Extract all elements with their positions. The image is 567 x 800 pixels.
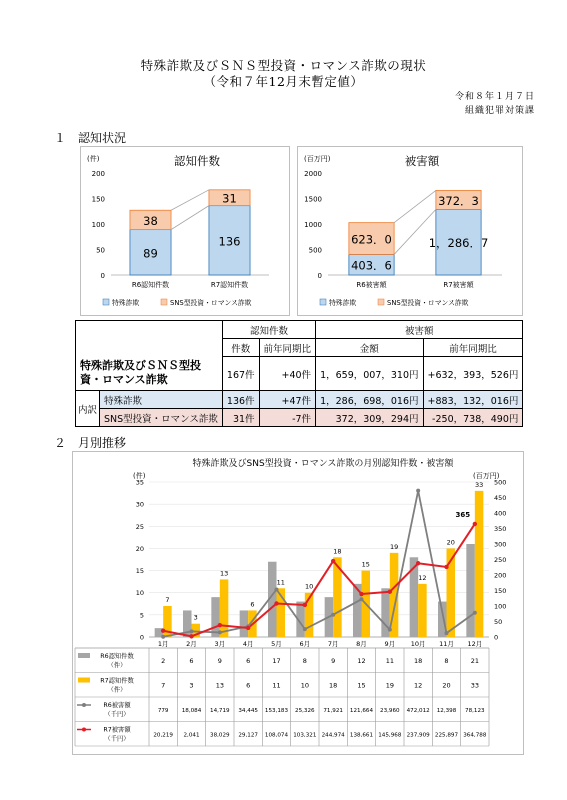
table-row-label: R6被害額: [103, 702, 131, 709]
damage-bar-label: 1，286．7: [428, 236, 489, 251]
monthly-point-r7: [161, 629, 165, 633]
damage-ytick: 1000: [304, 221, 322, 229]
monthly-xtick: 9月: [384, 640, 396, 648]
table-cell: 8: [302, 657, 307, 665]
table-cell: 18: [329, 681, 338, 690]
damage-ytick: 1500: [304, 195, 322, 204]
table-cell: 11: [385, 657, 394, 665]
count-legend-tokushu: 特殊詐欺: [112, 299, 140, 307]
count-chart: [81, 147, 289, 315]
table-cell: 20: [442, 681, 451, 690]
table-cell: 145,968: [378, 732, 402, 739]
damage-ytick: 500: [308, 246, 322, 255]
monthly-y1-tick: 35: [135, 478, 144, 487]
row2-amount-yoy: -250，738，490円: [423, 409, 523, 427]
monthly-chart-panel: [72, 451, 524, 755]
monthly-point-r7: [246, 626, 250, 630]
count-connector-mid: [171, 206, 209, 230]
damage-legend-swatch-tokushu: [320, 299, 326, 305]
table-cell: 779: [157, 708, 169, 714]
monthly-bar-label: 12: [418, 573, 427, 582]
monthly-bar-r6: [466, 544, 475, 637]
table-row-label: R7被害額: [103, 726, 131, 734]
monthly-y1-label: (件): [133, 472, 146, 480]
row1-cases: 136件: [222, 391, 259, 409]
table-cell: 237,909: [406, 732, 430, 739]
table-key-1: [78, 678, 90, 683]
monthly-y2-tick: 400: [494, 509, 507, 518]
monthly-point-r6: [416, 489, 420, 493]
count-chart-panel: [80, 146, 290, 316]
count-legend-swatch-tokushu: [103, 299, 109, 305]
monthly-y2-tick: 350: [494, 525, 507, 533]
issue-date: 令和８年１月７日: [454, 92, 535, 102]
monthly-point-r6: [473, 611, 477, 615]
monthly-y2-label: (百万円): [473, 472, 500, 480]
count-bar-label: 31: [222, 191, 237, 206]
table-cell: 25,326: [295, 708, 315, 714]
count-xtick: R7認知件数: [210, 281, 249, 289]
table-cell: 2: [161, 657, 166, 665]
monthly-chart: [73, 452, 523, 754]
table-cell: 71,921: [323, 708, 343, 714]
monthly-bar-label: 11: [276, 578, 285, 587]
table-cell: 33: [470, 681, 479, 690]
table-cell: 9: [331, 657, 336, 665]
table-row-unit: （件）: [107, 662, 127, 669]
count-ytick: 50: [96, 246, 105, 255]
total-cases: 167件: [222, 357, 259, 391]
table-cell: 20,219: [153, 732, 173, 739]
monthly-point-r7: [331, 559, 335, 563]
count-ytick: 100: [91, 221, 105, 229]
table-cell: 11: [272, 681, 281, 690]
monthly-y1-tick: 20: [135, 544, 144, 553]
row1-yoy: +47件: [259, 391, 316, 409]
table-cell: 364,788: [463, 732, 487, 739]
monthly-point-r7: [218, 623, 222, 627]
monthly-point-r7: [444, 565, 448, 569]
monthly-y2-tick: 500: [494, 478, 507, 487]
monthly-bar-label: 7: [165, 596, 170, 604]
table-cell: 14,719: [210, 708, 230, 714]
monthly-bar-label: 6: [250, 600, 255, 609]
monthly-y1-tick: 5: [139, 611, 144, 620]
count-ytick: 0: [100, 272, 105, 280]
page-title: 特殊詐欺及びＳＮＳ型投資・ロマンス詐欺の現状: [140, 58, 427, 73]
table-cell: 103,321: [293, 732, 317, 739]
monthly-y1-tick: 0: [139, 633, 144, 642]
monthly-point-r6: [275, 588, 279, 592]
row2-yoy: -7件: [259, 409, 316, 427]
summary-table: [75, 320, 523, 427]
table-cell: 108,074: [264, 732, 289, 739]
damage-xtick: R7被害額: [443, 281, 474, 289]
monthly-y1-tick: 25: [135, 522, 144, 531]
monthly-point-r6: [388, 628, 392, 632]
table-cell: 12: [357, 657, 366, 665]
monthly-point-r6: [360, 597, 364, 601]
monthly-bar-r7: [475, 491, 484, 637]
table-cell: 18: [414, 657, 423, 665]
total-yoy: +40件: [259, 357, 316, 391]
section-1-heading: １ 認知状況: [54, 131, 127, 145]
monthly-y2-tick: 200: [494, 571, 507, 580]
table-row-unit: （件）: [107, 686, 127, 694]
table-cell: 6: [246, 657, 251, 665]
monthly-xtick: 3月: [214, 640, 226, 648]
table-key-0: [78, 653, 90, 658]
monthly-bar-label: 33: [474, 480, 484, 489]
table-key-dot-2: [82, 703, 86, 707]
table-row-label: R6認知件数: [100, 653, 134, 660]
monthly-y2-tick: 50: [494, 618, 503, 626]
monthly-point-r6: [218, 630, 222, 634]
monthly-y1-tick: 30: [135, 500, 144, 509]
monthly-xtick: 7月: [327, 640, 339, 648]
table-cell: 21: [470, 657, 479, 665]
table-cell: 2,041: [183, 732, 200, 739]
monthly-y2-tick: 150: [494, 587, 507, 595]
monthly-point-r7: [189, 634, 193, 638]
damage-legend-tokushu: 特殊詐欺: [329, 299, 357, 307]
monthly-point-r7: [416, 561, 420, 565]
monthly-point-r7: [359, 592, 363, 596]
monthly-point-r7: [274, 601, 278, 605]
monthly-bar-r7: [220, 579, 229, 637]
damage-xtick: R6被害額: [356, 281, 387, 289]
monthly-xtick: 12月: [467, 640, 483, 648]
table-cell: 12,398: [436, 708, 457, 714]
damage-connector-top: [394, 190, 436, 222]
monthly-point-r6: [445, 631, 449, 635]
damage-legend-swatch-sns: [378, 299, 384, 305]
row1-amount: 1，286，698，016円: [316, 391, 423, 409]
monthly-bar-r7: [418, 584, 427, 637]
table-cell: 7: [161, 681, 166, 690]
table-cell: 138,661: [349, 732, 374, 739]
total-amount: 1，659，007，310円: [316, 357, 423, 391]
page-subtitle: （令和７年12月末暫定値）: [203, 74, 364, 89]
count-title: 認知件数: [174, 154, 220, 168]
table-row-unit: （千円）: [104, 735, 130, 743]
table-cell: 19: [385, 681, 394, 690]
table-row-unit: （千円）: [104, 711, 130, 718]
monthly-xtick: 5月: [271, 640, 282, 648]
table-cell: 225,897: [434, 732, 459, 739]
monthly-xtick: 8月: [356, 640, 367, 648]
monthly-point-r7: [388, 590, 392, 594]
table-cell: 6: [246, 681, 251, 690]
damage-chart: [298, 147, 522, 315]
monthly-y1-tick: 10: [135, 589, 144, 598]
damage-chart-panel: [297, 146, 523, 316]
table-corner: [76, 321, 223, 357]
table-cell: 23,960: [380, 708, 400, 714]
monthly-xtick: 4月: [242, 640, 254, 648]
count-bar-label: 136: [218, 234, 241, 249]
monthly-point-r6: [331, 613, 335, 617]
monthly-point-r6: [303, 627, 307, 631]
monthly-bar-r6: [240, 610, 249, 637]
monthly-point-r7: [473, 522, 477, 526]
count-xtick: R6認知件数: [131, 281, 170, 289]
monthly-bar-label: 13: [219, 569, 229, 578]
table-cell: 17: [272, 657, 281, 665]
damage-unit: (百万円): [304, 155, 331, 163]
table-cell: 29,127: [238, 732, 258, 739]
monthly-bar-label: 3: [193, 613, 198, 622]
damage-legend-sns: SNS型投資・ロマンス詐欺: [387, 299, 469, 307]
table-cell: 13: [215, 681, 224, 690]
damage-ytick: 2000: [304, 170, 322, 178]
monthly-bar-label: 15: [361, 560, 370, 569]
monthly-xtick: 10月: [410, 640, 426, 648]
monthly-point-r7: [303, 603, 307, 607]
damage-bar-label: 623．0: [351, 232, 392, 247]
department: 組織犯罪対策課: [464, 106, 535, 116]
row1-amount-yoy: +883，132，016円: [423, 391, 523, 409]
count-bar-label: 38: [143, 213, 158, 228]
row2-amount: 372，309，294円: [316, 409, 423, 427]
table-cell: 78,123: [465, 708, 485, 714]
monthly-y2-tick: 250: [494, 556, 507, 564]
table-cell: 244,974: [321, 732, 345, 739]
count-ytick: 200: [91, 170, 105, 178]
monthly-y2-tick: 300: [494, 540, 507, 549]
table-cell: 121,664: [349, 708, 374, 714]
table-cell: 153,183: [264, 708, 289, 714]
header-yoy2: 前年同期比: [423, 339, 523, 357]
count-bar-label: 89: [143, 246, 158, 261]
monthly-xtick: 6月: [299, 640, 311, 648]
table-cell: 18,084: [181, 708, 202, 714]
monthly-bar-label: 19: [389, 542, 399, 551]
row1-label: 特殊詐欺: [100, 391, 223, 409]
damage-ytick: 0: [317, 272, 322, 280]
header-damage: 被害額: [316, 321, 523, 339]
damage-bar-label: 403．6: [351, 258, 392, 273]
table-cell: 10: [300, 681, 309, 690]
row2-label: SNS型投資・ロマンス詐欺: [100, 409, 223, 427]
count-legend-swatch-sns: [161, 299, 167, 305]
monthly-xtick: 1月: [157, 640, 169, 648]
total-label: 特殊詐欺及びＳＮＳ型投資・ロマンス詐欺: [76, 357, 223, 391]
header-yoy: 前年同期比: [259, 339, 316, 357]
count-legend-sns: SNS型投資・ロマンス詐欺: [170, 299, 252, 307]
table-cell: 38,029: [210, 732, 230, 739]
total-amount-yoy: +632，393，526円: [423, 357, 523, 391]
table-cell: 15: [357, 681, 366, 690]
table-cell: 34,445: [238, 708, 258, 714]
table-key-dot-3: [82, 728, 86, 732]
table-cell: 12: [414, 681, 423, 690]
monthly-y2-tick: 100: [494, 602, 507, 611]
table-cell: 9: [217, 657, 222, 665]
monthly-xtick: 2月: [186, 640, 197, 648]
header-cases: 件数: [222, 339, 259, 357]
table-row-label: R7認知件数: [100, 677, 134, 685]
monthly-bar-label: 10: [304, 582, 314, 591]
count-ytick: 150: [91, 195, 105, 204]
monthly-point-r6: [190, 629, 194, 633]
table-cell: 3: [189, 681, 194, 690]
table-cell: 472,012: [406, 708, 430, 714]
monthly-line-label: 365: [455, 510, 471, 519]
monthly-title: 特殊詐欺及びSNS型投資・ロマンス詐欺の月別認知件数・被害額: [192, 459, 454, 469]
header-count: 認知件数: [222, 321, 315, 339]
damage-bar-label: 372．3: [438, 193, 479, 208]
row2-cases: 31件: [222, 409, 259, 427]
date-and-dept: [455, 90, 535, 118]
section-2-heading: ２ 月別推移: [54, 436, 127, 450]
count-connector-top: [171, 190, 209, 210]
monthly-y1-tick: 15: [135, 567, 144, 576]
monthly-xtick: 11月: [439, 640, 454, 648]
damage-title: 被害額: [404, 154, 440, 168]
monthly-y2-tick: 0: [494, 633, 499, 642]
table-cell: 8: [444, 657, 449, 665]
monthly-bar-label: 20: [446, 538, 455, 547]
table-cell: 6: [189, 657, 194, 665]
monthly-y2-tick: 450: [494, 494, 507, 502]
count-unit: (件): [87, 155, 100, 163]
monthly-bar-label: 18: [333, 547, 342, 556]
monthly-point-r6: [161, 635, 165, 639]
header-amount: 金額: [316, 339, 423, 357]
breakdown-label: 内訳: [76, 391, 100, 427]
